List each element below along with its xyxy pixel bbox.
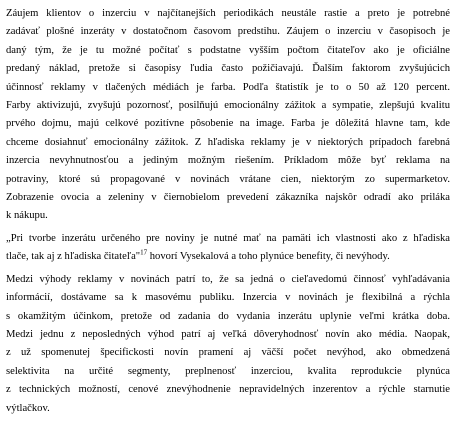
text-line: Medzi jednu z neposledných výhod patrí aj veľká dôveryhodnosť novín ako média. Naopak, (6, 328, 450, 340)
text-line: potraviny, ktoré sú propagované v novinách vrátane cien, niektorým zo supermarketov. (6, 173, 450, 185)
text-line: s okamžitým účinkom, pretože od zadania do vydania inzerátu uplynie veľmi krátka doba. (6, 310, 450, 322)
text-line: chceme dosiahnuť emocionálny zážitok. Z hľadiska reklamy je v niektorých prípadoch farebná (6, 136, 450, 148)
paragraph-newspaper-ads (6, 5, 450, 226)
text-line-with-footnote (6, 248, 450, 266)
text-line: inzercia nevyhnutnosťou a jediným možným riešením. Príkladom môže byť reklama na (6, 155, 450, 167)
text-line: Záujem klientov o inzerciu v najčítanejších periodikách neustále rastie a preto je potrebné (6, 8, 450, 19)
text-line: predaný náklad, pretože si časopisy ľudia často požičiavajú. Ďalším faktorom zvyšujúcich (6, 63, 450, 75)
text-line: Zobrazenie ovocia a zeleniny v čiernobielom prevedení zákazníka najskôr odradí ako priláka (6, 192, 450, 204)
paragraph-quote (6, 230, 450, 267)
text-line: z technických možností, cenové znevýhodnenie nepravidelných inzerentov a rýchle starnutie (6, 384, 450, 396)
text-line: „Pri tvorbe inzerátu určeného pre noviny je nutné mať na pamäti ich vlastnosti ako z hľadiska (6, 232, 450, 244)
text-line: k nákupu. (6, 210, 48, 222)
text-line: účinnosť reklamy v tlačených médiách je farba. Podľa štatistík je to o 50 až 120 percent. (6, 81, 450, 93)
paragraph-advantages (6, 271, 450, 418)
text-line: Farby aktivizujú, zvyšujú pozornosť, posilňujú emocionálny zážitok a sympatie, zlepšujú kvalitu (6, 100, 450, 112)
text-line: daný tým, že je tu možné počítať s podstatne vyšším počtom čitateľov ako je oficiálne (6, 44, 450, 56)
text-line: Medzi výhody reklamy v novinách patrí to, že sa jedná o cieľavedomú činnosť vyhľadávania (6, 273, 450, 285)
text-line: z už spomenutej špecifickosti novín pramení aj väčší počet nevýhod, ako obmedzená (6, 347, 450, 359)
text-line: zadávať plošné inzeráty v dostatočnom časovom predstihu. Záujem o inzerciu v časopisoch je (6, 26, 450, 38)
text-line: selektivita na určité segmenty, preplnenosť inzerciou, kvalita reprodukcie plynúca (6, 365, 450, 377)
text-line: výtlačkov. (6, 402, 50, 414)
quote-end-text: tlače, tak aj z hľadiska čitateľa" (6, 251, 141, 263)
footnote-reference[interactable]: 17 (140, 248, 148, 257)
text-line: prvého dojmu, majú celkové pozitívne pôsobenie na image. Farba je dôležitá hlavne tam, kde (6, 118, 450, 130)
quote-attribution-text: hovorí Vysekalová a toho plynúce benefity, či nevýhody. (147, 251, 390, 263)
text-line: informácií, dostávame sa k masovému publiku. Inzercia v novinách je flexibilná a rýchla (6, 292, 450, 304)
